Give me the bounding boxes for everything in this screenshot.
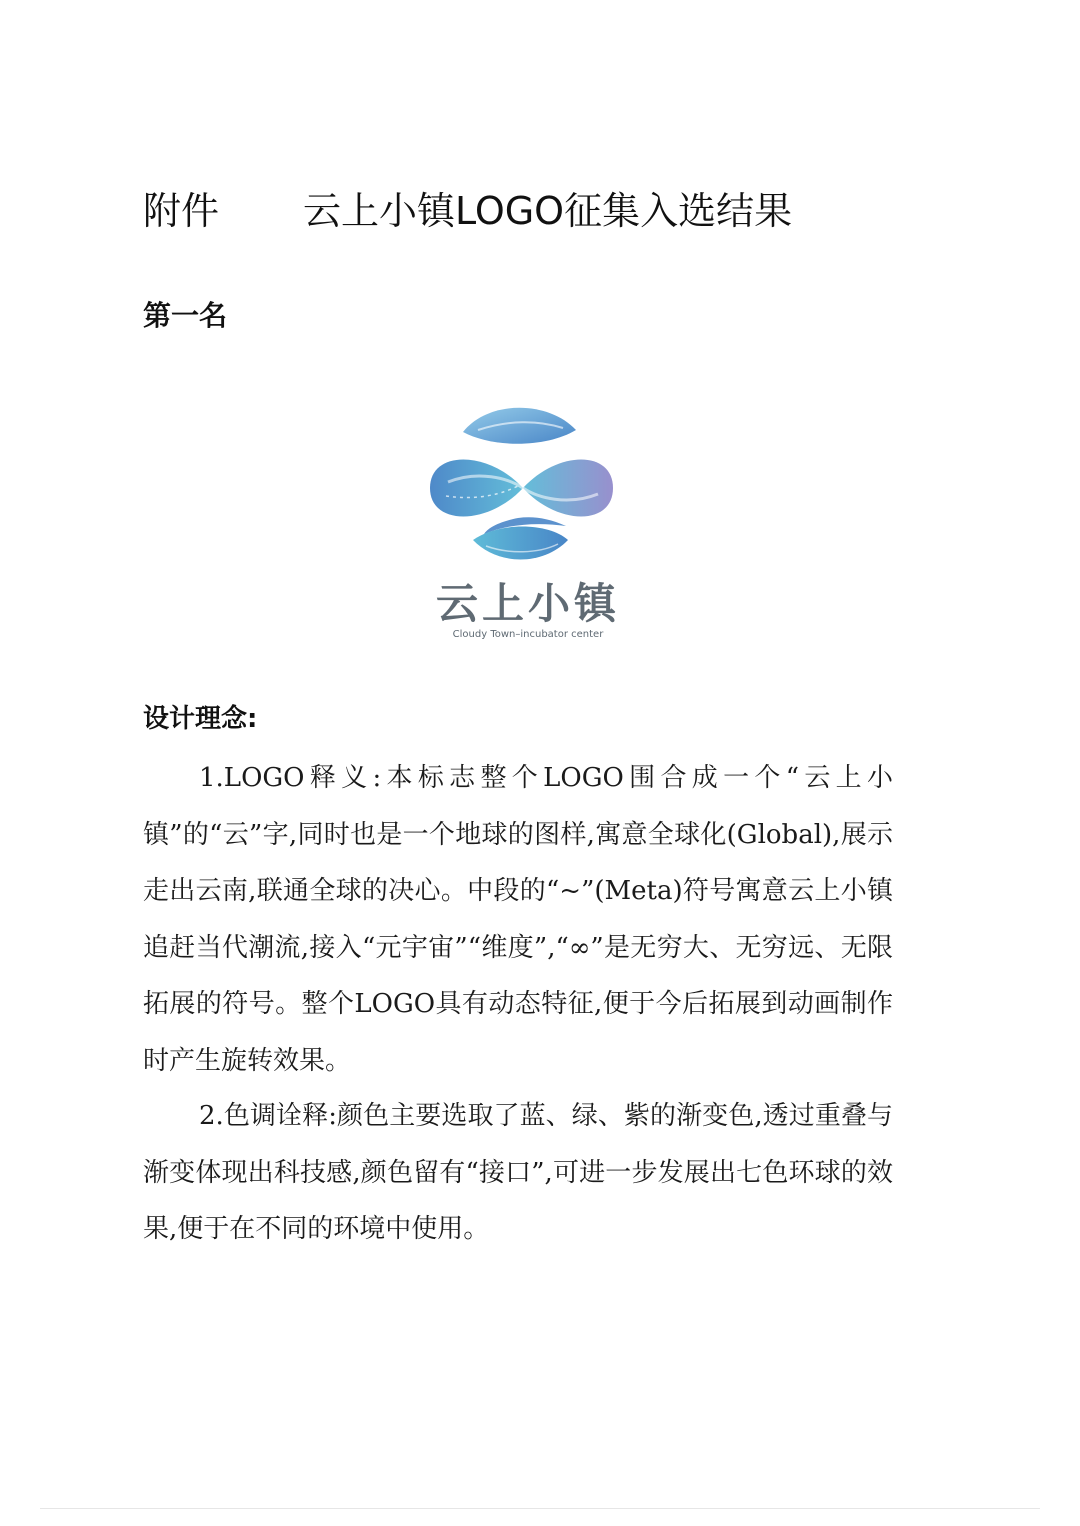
page-title (143, 186, 943, 236)
logo (418, 400, 628, 650)
logo-wordmark: 云上小镇 (435, 579, 620, 628)
page-edge-divider (40, 1508, 1040, 1509)
paragraph-color-meaning (143, 1088, 893, 1258)
title-text: 云上小镇LOGO征集入选结果 (303, 189, 793, 233)
paragraph-text: 1.LOGO释义:本标志整个LOGO围合成一个“云上小镇”的“云”字,同时也是一个地球的图样,寓意全球化(Global),展示走出云南,联通全球的决心。中段的“~”(Meta)符号寓意云上小镇追赶当代潮流,接入“元宇宙”“维度”,“∞”是无穷大、无穷远、无限拓展的符号。整个LOGO具有动态特征,便于今后拓展到动画制作时产生旋转效果。 (143, 763, 893, 1076)
rank-label: 第一名 (143, 299, 228, 332)
section-heading: 设计理念: (143, 704, 258, 734)
paragraph-text: 2.色调诠释:颜色主要选取了蓝、绿、紫的渐变色,透过重叠与渐变体现出科技感,颜色留有“接口”,可进一步发展出七色环球的效果,便于在不同的环境中使用。 (143, 1101, 893, 1244)
attachment-label: 附件 (143, 189, 220, 233)
paragraph-logo-meaning (143, 750, 893, 1089)
cloud-globe-logo-icon (418, 400, 628, 585)
logo-tagline: Cloudy Town–incubator center (452, 629, 604, 640)
